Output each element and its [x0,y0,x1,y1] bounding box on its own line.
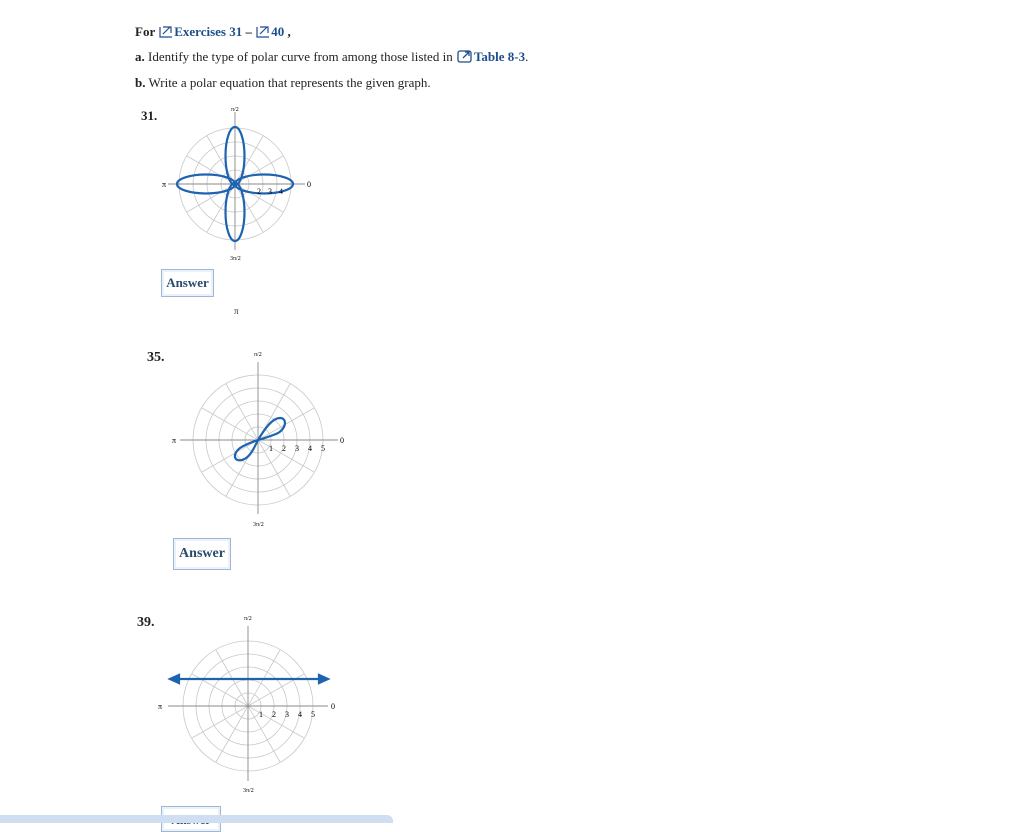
angle-label-right: 0 [307,180,311,189]
bottom-toolbar-strip [0,815,393,823]
stray-pi-label: π [234,306,239,316]
polar-graph-line [152,606,352,806]
open-exercise-icon [256,26,270,38]
tick-label: 5 [321,444,325,453]
instruction-a-label: a. [135,49,145,64]
exercise-number: 35. [147,350,165,365]
table-link[interactable] [456,49,525,64]
tick-label: 1 [269,444,273,453]
angle-label-bottom: 3π/2 [253,522,264,528]
exercise-number: 31. [141,108,158,123]
tick-label: 3 [295,444,299,453]
angle-label-top: π/2 [244,616,252,622]
tick-label: 2 [257,187,261,196]
table-link-text: Table 8-3 [473,49,526,64]
tick-label: 4 [279,187,283,196]
instruction-a [135,49,528,65]
angle-label-top: π/2 [231,107,239,113]
tick-label: 3 [285,710,289,719]
tick-label: 4 [308,444,312,453]
horizontal-line-curve [170,675,328,683]
instruction-b-label: b. [135,75,146,90]
exercise-start-link[interactable] [158,24,245,39]
tick-label: 2 [282,444,286,453]
answer-button[interactable]: Answer [161,269,214,297]
lemniscate-curve [235,418,285,460]
angle-label-right: 0 [340,436,344,445]
instruction-b [135,75,431,91]
angle-label-bottom: 3π/2 [230,256,241,262]
angle-label-bottom: 3π/2 [243,788,254,794]
tick-label: 1 [259,710,263,719]
exercise-end-link[interactable] [252,24,291,39]
instruction-b-text: Write a polar equation that represents the given graph. [148,75,431,90]
exercise-start-link-text: Exercises 31 [174,24,243,39]
angle-label-right: 0 [331,702,335,711]
instruction-a-text: Identify the type of polar curve from among those listed in [148,49,453,64]
open-exercise-icon [159,26,173,38]
tick-label: 4 [298,710,302,719]
angle-label-left: π [172,436,177,445]
answer-button[interactable]: Answer [173,538,231,570]
polar-graph-rose [160,100,320,270]
polar-graph-lemniscate [168,342,358,542]
instruction-a-end: . [525,49,529,64]
external-link-icon [457,49,473,63]
angle-label-left: π [158,702,163,711]
intro-dash: – [245,24,252,39]
exercise-range-heading [135,24,291,40]
angle-label-top: π/2 [254,352,262,358]
intro-prefix: For [135,24,155,39]
tick-label: 2 [272,710,276,719]
tick-label: 5 [311,710,315,719]
tick-label: 3 [268,187,272,196]
exercise-end-link-text: 40 [271,24,285,39]
intro-suffix: , [287,24,291,39]
angle-label-left: π [162,180,167,189]
polar-axes [168,626,328,781]
exercise-number: 39. [137,615,155,630]
